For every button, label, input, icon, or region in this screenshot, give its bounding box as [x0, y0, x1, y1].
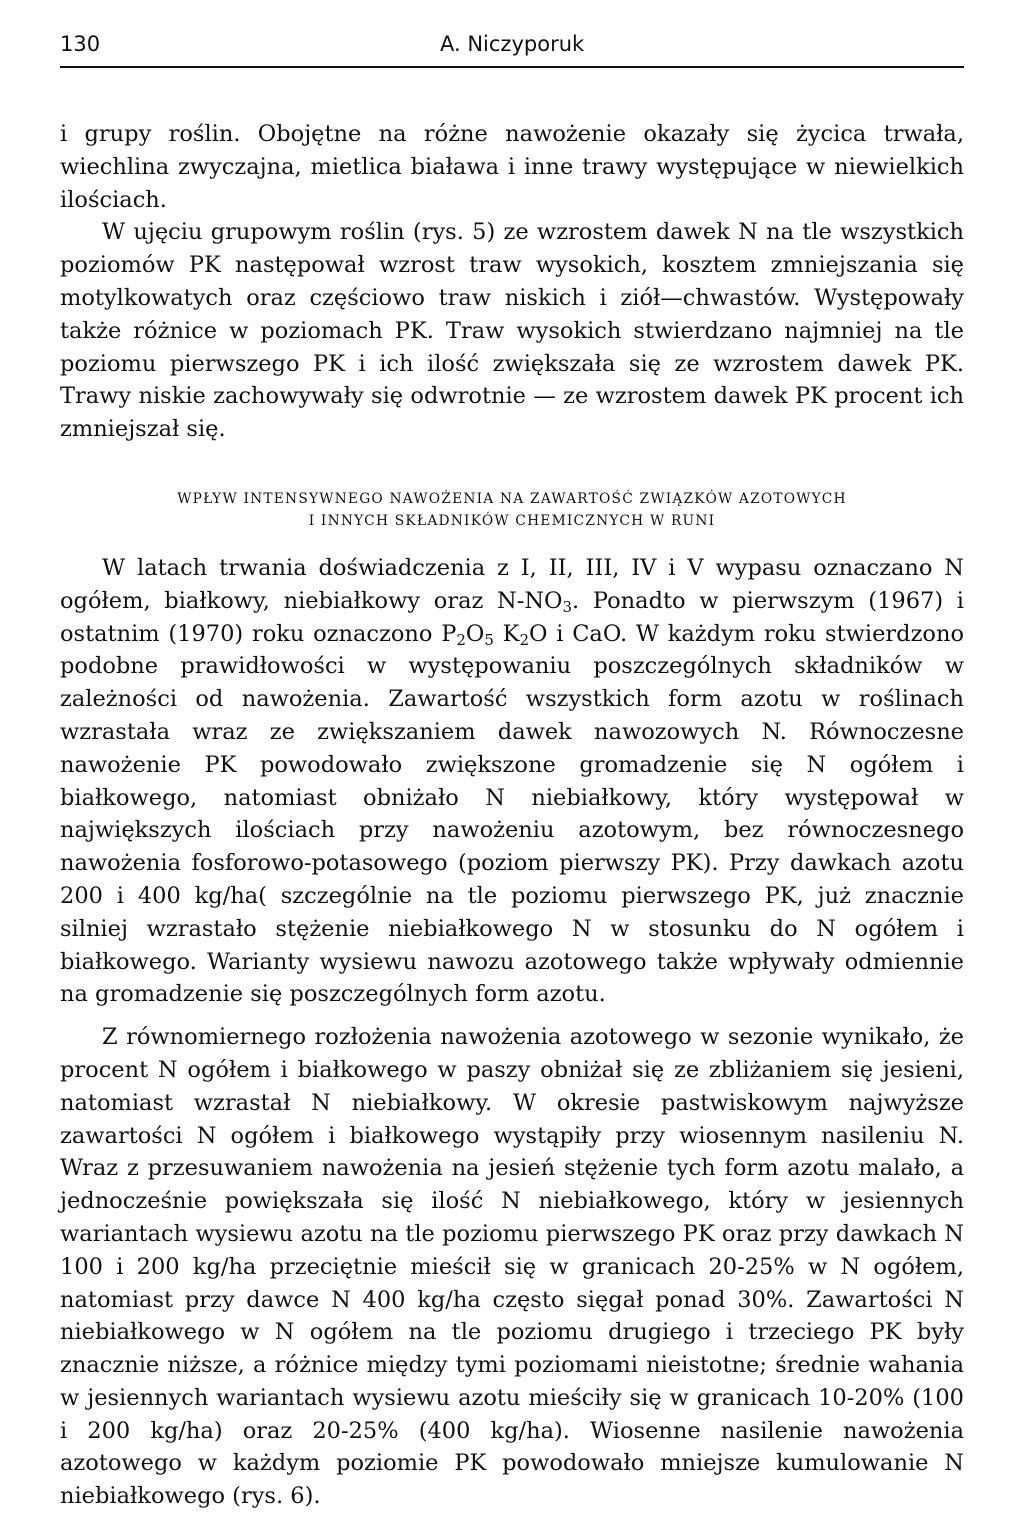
section-heading-line-1: WPŁYW INTENSYWNEGO NAWOŻENIA NA ZAWARTOŚĆ ZWIĄZKÓW AZOTOWYCH [177, 490, 847, 507]
page [60, 30, 964, 1513]
paragraph-nitrogen-content [60, 552, 964, 1011]
page-header [60, 30, 964, 68]
text-fragment: . Ponadto w pierwszym (1967) i ostatnim (1970) roku oznaczono P [60, 587, 965, 647]
text-fragment: O i CaO. W każdym roku stwierdzono podobne prawidłowości w występowaniu poszczególnych składników w zależności od nawożenia. Zawartość wszystkich form azotu w roślinach wzrastała wraz ze zwiększaniem dawek nawozowych N. Równoczesne nawożenie PK powodowało zwiększone gromadzenie się N ogółem i białkowego, natomiast obniżało N niebiałkowy, który występował w największych ilościach przy nawożeniu azotowym, bez równoczesnego nawożenia fosforowo-potasowego (poziom pierwszy PK). Przy dawkach azotu 200 i 400 kg/ha( szczególnie na tle poziomu pierwszego PK, już znacznie silniej wzrastało stężenie niebiałkowego N w stosunku do N ogółem i białkowego. Warianty wysiewu nawozu azotowego także wpływały odmiennie na gromadzenie się poszczególnych form azotu. [60, 620, 965, 1008]
subscript: 3 [562, 597, 573, 616]
section-heading [60, 488, 964, 532]
subscript: 5 [484, 630, 494, 649]
section-heading-line-2: I INNYCH SKŁADNIKÓW CHEMICZNYCH W RUNI [308, 512, 716, 529]
text-fragment: W latach trwania doświadczenia z I, II, III, IV i V wypasu oznaczano N ogółem, białkowy, niebiałkowy oraz N-NO [60, 554, 964, 614]
paragraph-group-analysis: W ujęciu grupowym roślin (rys. 5) ze wzrostem dawek N na tle wszystkich poziomów PK następował wzrost traw wysokich, kosztem zmniejszania się motylkowatych oraz częściowo traw niskich i ziół—chwastów. Występowały także różnice w poziomach PK. Traw wysokich stwierdzano najmniej na tle poziomu pierwszego PK i ich ilość zwiększała się ze wzrostem dawek PK. Trawy niskie zachowywały się odwrotnie — ze wzrostem dawek PK procent ich zmniejszał się. [60, 219, 964, 443]
paragraph-continued: i grupy roślin. Obojętne na różne nawożenie okazały się życica trwała, wiechlina zwyczajna, mietlica biaława i inne trawy występujące w niewielkich ilościach. [60, 121, 964, 213]
subscript: 2 [456, 630, 466, 649]
page-number: 130 [60, 32, 101, 56]
text-fragment: O [465, 620, 485, 647]
paragraph-seasonal-distribution: Z równomiernego rozłożenia nawożenia azotowego w sezonie wynikało, że procent N ogółem i białkowego w paszy obniżał się ze zbliżaniem się jesieni, natomiast wzrastał N niebiałkowy. W okresie pastwiskowym najwyższe zawartości N ogółem i białkowego wystąpiły przy wiosennym nasileniu N. Wraz z przesuwaniem nawożenia na jesień stężenie tych form azotu malało, a jednocześnie powiększała się ilość N niebiałkowego, który w jesiennych wariantach wysiewu azotu na tle poziomu pierwszego PK oraz przy dawkach N 100 i 200 kg/ha przeciętnie mieścił się w granicach 20-25% w N ogółem, natomiast przy dawce N 400 kg/ha często sięgał ponad 30%. Zawartości N niebiałkowego w N ogółem na tle poziomu drugiego i trzeciego PK były znacznie niższe, a różnice między tymi poziomami nieistotne; średnie wahania w jesiennych wariantach wysiewu azotu mieściły się w granicach 10-20% (100 i 200 kg/ha) oraz 20-25% (400 kg/ha). Wiosenne nasilenie nawożenia azotowego w każdym poziomie PK powodowało mniejsze kumulowanie N niebiałkowego (rys. 6). [60, 1024, 964, 1510]
subscript: 2 [519, 630, 530, 649]
running-head-author: A. Niczyporuk [440, 32, 585, 56]
text-fragment: K [493, 620, 520, 647]
